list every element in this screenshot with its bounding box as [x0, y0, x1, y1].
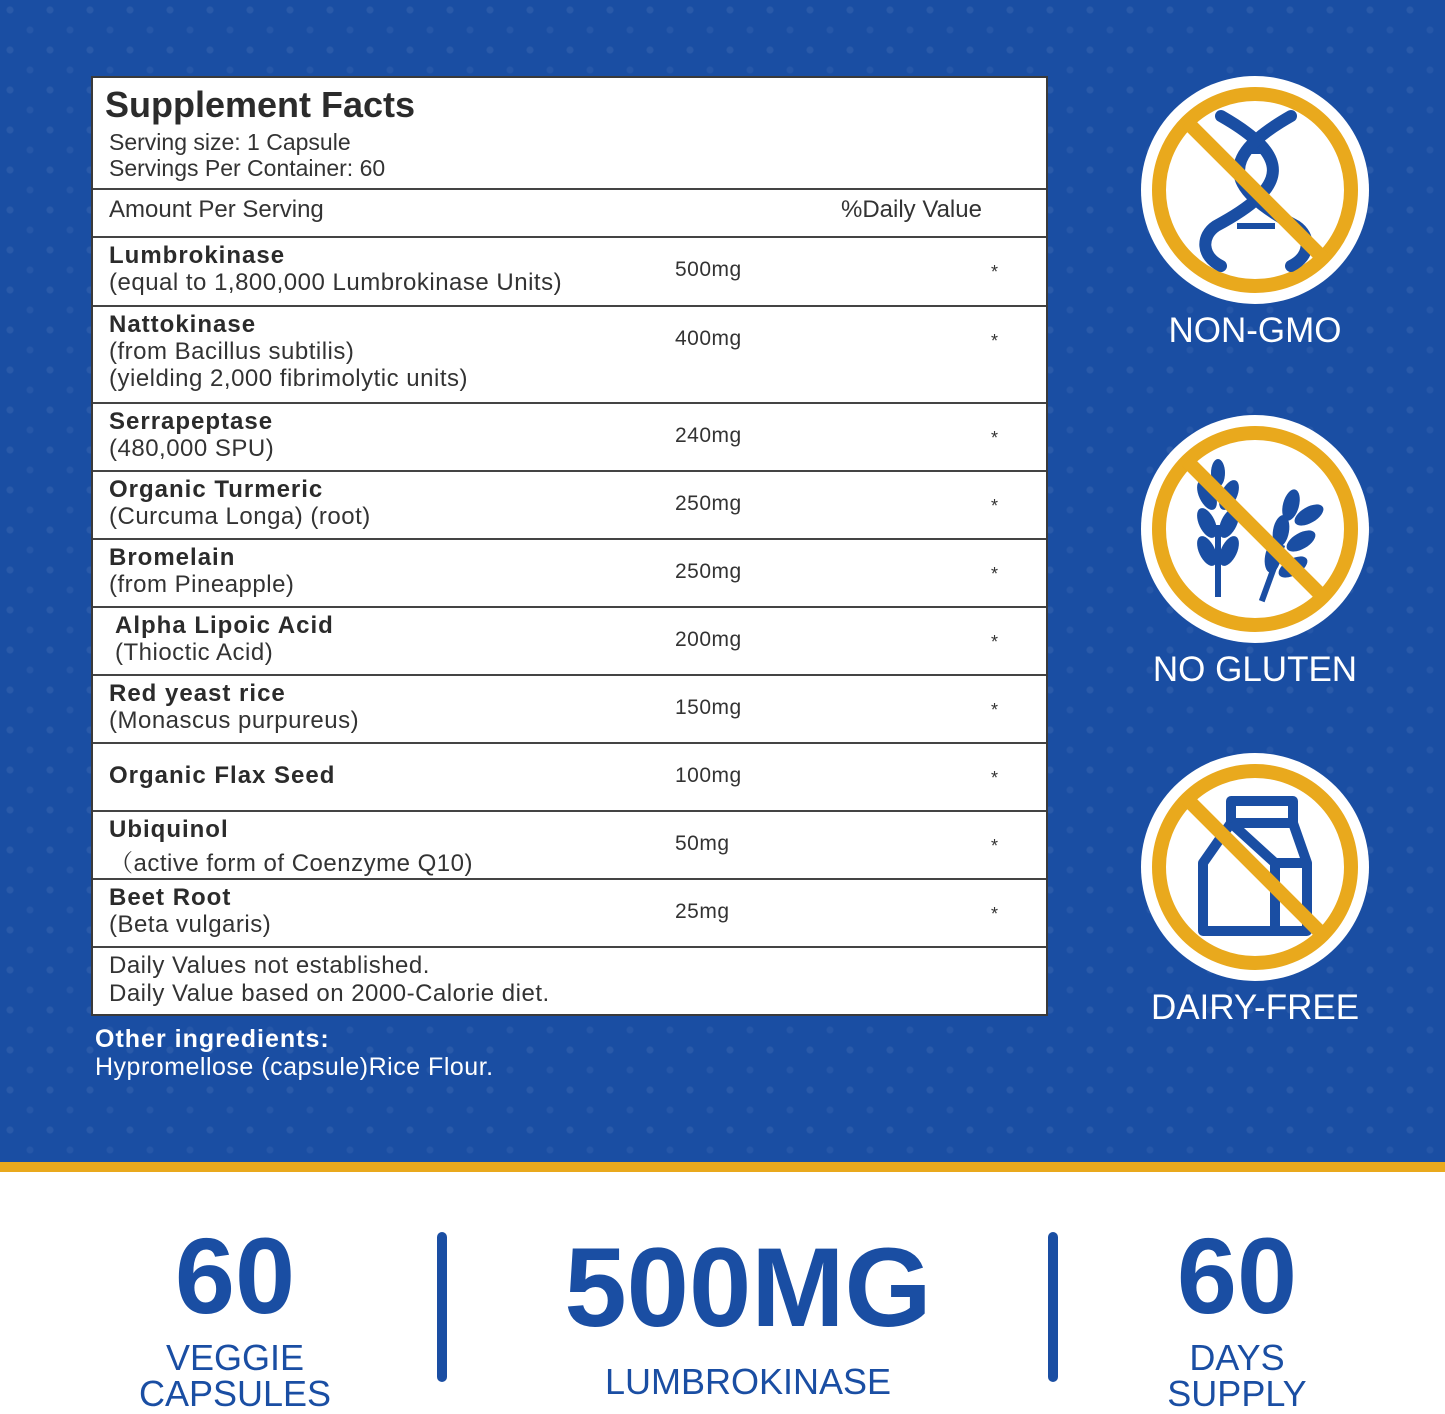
stat-divider: [437, 1232, 447, 1382]
dose-number: 500MG: [564, 1225, 932, 1350]
capsule-count-number: 60: [174, 1215, 296, 1336]
ingredient-detail: (yielding 2,000 fibrimolytic units): [109, 365, 468, 392]
ingredient-name: Lumbrokinase: [109, 242, 286, 269]
badge-label: NO GLUTEN: [1152, 650, 1358, 689]
divider: [93, 538, 1046, 540]
facts-title: Supplement Facts: [105, 84, 416, 125]
ingredient-name: Organic Turmeric: [109, 476, 324, 503]
divider: [93, 402, 1046, 404]
capsule-count-stat: [95, 1215, 375, 1414]
divider: [93, 606, 1046, 608]
divider: [93, 878, 1046, 880]
divider: [93, 470, 1046, 472]
ingredient-name: Red yeast rice: [109, 680, 286, 707]
gold-stripe: [0, 1162, 1445, 1172]
ingredient-detail: (480,000 SPU): [109, 435, 275, 462]
ingredient-daily-value: *: [991, 768, 999, 788]
days-supply-number: 60: [1176, 1215, 1298, 1336]
ingredient-daily-value: *: [991, 428, 999, 448]
ingredient-name: Organic Flax Seed: [109, 762, 336, 789]
ingredient-amount: 500mg: [675, 258, 742, 281]
ingredient-daily-value: *: [991, 331, 999, 351]
other-ingredients-text: Hypromellose (capsule)Rice Flour.: [95, 1053, 494, 1081]
ingredient-daily-value: *: [991, 904, 999, 924]
divider: [93, 236, 1046, 238]
serving-size: Serving size: 1 Capsule: [109, 129, 351, 155]
no-wheat-icon: [1141, 415, 1369, 643]
ingredient-name: Alpha Lipoic Acid: [115, 612, 334, 639]
ingredient-amount: 250mg: [675, 492, 742, 515]
badge-label: DAIRY-FREE: [1150, 988, 1360, 1027]
amount-header: Amount Per Serving: [109, 196, 324, 223]
ingredient-amount: 400mg: [675, 327, 742, 350]
supplement-facts-panel: [91, 76, 1048, 1016]
ingredient-detail: (from Bacillus subtilis): [109, 338, 355, 365]
ingredient-detail: (equal to 1,800,000 Lumbrokinase Units): [109, 269, 563, 296]
daily-value-header: %Daily Value: [841, 196, 982, 223]
divider: [93, 674, 1046, 676]
badge-label: NON-GMO: [1168, 311, 1342, 350]
ingredient-amount: 250mg: [675, 560, 742, 583]
ingredient-name: Ubiquinol: [109, 816, 229, 843]
divider: [93, 188, 1046, 190]
other-ingredients-label: Other ingredients:: [95, 1025, 330, 1053]
footnote: Daily Values not established.: [109, 952, 430, 979]
capsule-count-label: CAPSULES: [138, 1373, 332, 1414]
divider: [93, 742, 1046, 744]
ingredient-amount: 100mg: [675, 764, 742, 787]
ingredient-name: Beet Root: [109, 884, 232, 911]
footnote: Daily Value based on 2000-Calorie diet.: [109, 980, 550, 1007]
no-dna-icon: [1141, 76, 1369, 304]
ingredient-detail: (Monascus purpureus): [109, 707, 360, 734]
ingredient-amount: 240mg: [675, 424, 742, 447]
no-milk-carton-icon: [1141, 753, 1369, 981]
ingredient-detail: (Thioctic Acid): [115, 639, 274, 666]
divider: [93, 810, 1046, 812]
dose-label: LUMBROKINASE: [604, 1361, 892, 1402]
ingredient-daily-value: *: [991, 700, 999, 720]
ingredient-amount: 150mg: [675, 696, 742, 719]
capsule-count-label: VEGGIE: [165, 1337, 305, 1378]
divider: [93, 946, 1046, 948]
ingredient-amount: 50mg: [675, 832, 730, 855]
ingredient-daily-value: *: [991, 632, 999, 652]
days-supply-label: SUPPLY: [1167, 1373, 1307, 1414]
ingredient-daily-value: *: [991, 836, 999, 856]
ingredient-name: Serrapeptase: [109, 408, 274, 435]
servings-per-container: Servings Per Container: 60: [109, 155, 386, 181]
dose-stat: [510, 1225, 986, 1402]
ingredient-detail: (from Pineapple): [109, 571, 295, 598]
ingredient-amount: 25mg: [675, 900, 730, 923]
ingredient-name: Bromelain: [109, 544, 236, 571]
ingredient-name: Nattokinase: [109, 311, 257, 338]
ingredient-daily-value: *: [991, 564, 999, 584]
days-supply-stat: [1097, 1215, 1377, 1414]
stat-divider: [1048, 1232, 1058, 1382]
ingredient-daily-value: *: [991, 262, 999, 282]
ingredient-detail: （active form of Coenzyme Q10): [109, 850, 473, 877]
divider: [93, 305, 1046, 307]
days-supply-label: DAYS: [1189, 1337, 1285, 1378]
ingredient-detail: (Curcuma Longa) (root): [109, 503, 371, 530]
ingredient-daily-value: *: [991, 496, 999, 516]
ingredient-amount: 200mg: [675, 628, 742, 651]
ingredient-detail: (Beta vulgaris): [109, 911, 272, 938]
